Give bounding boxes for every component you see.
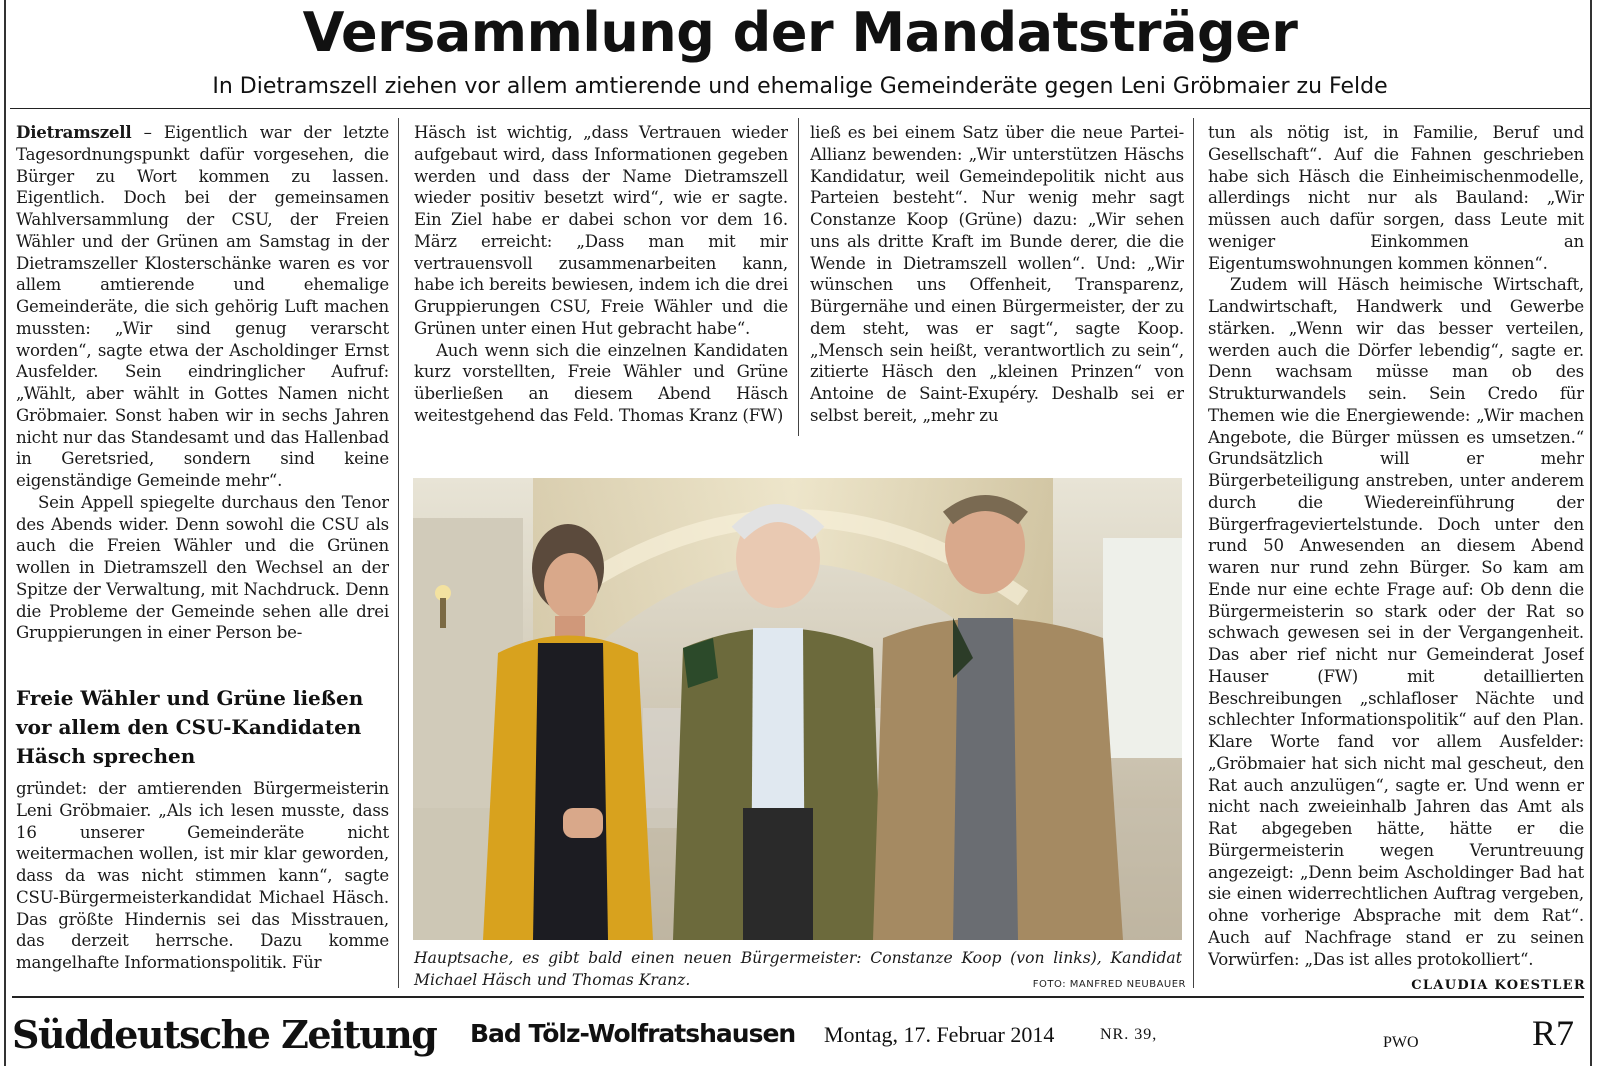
header-rule — [10, 108, 1590, 109]
newspaper-masthead: Süddeutsche Zeitung — [12, 1012, 437, 1057]
dateline: Dietramszell — [16, 122, 132, 142]
regional-edition: Bad Tölz-Wolfratshausen — [470, 1019, 796, 1048]
author-byline: CLAUDIA KOESTLER — [1411, 978, 1586, 993]
issue-date: Montag, 17. Februar 2014 — [824, 1022, 1055, 1047]
intertitle: Freie Wähler und Grüne ließen vor allem den CSU-Kandidaten Häsch sprechen — [16, 686, 364, 768]
photo-caption: Hauptsache, es gibt bald einen neuen Bürgermeister: Constanze Koop (von links), Kandidat Michael Häsch und Thomas Kranz. — [414, 949, 1182, 989]
column-divider — [398, 118, 399, 988]
article-column-2 — [414, 122, 788, 438]
issue-number: NR. 39, — [1100, 1026, 1158, 1043]
photo-credit: FOTO: MANFRED NEUBAUER — [1032, 979, 1186, 990]
paragraph: Häsch ist wichtig, „dass Vertrauen wieder aufgebaut wird, dass Informationen gegeben werden und dass der Name Dietramszell wieder positiv besetzt wird“, wie er sagte. Ein Ziel habe er dabei schon vor dem 16. März erreicht: „Dass man mit mir vertrauensvoll zusammenarbeiten kann, habe ich bereits bewiesen, indem ich die drei Gruppierungen CSU, Freie Wähler und die Grünen unter einen Hut gebracht habe“. — [414, 123, 788, 338]
paragraph: tun als nötig ist, in Familie, Beruf und Gesellschaft“. Auf die Fahnen geschrieben habe sich Häsch die Einheimischenmodelle, allerdings nicht nur als Bauland: „Wir müssen auch dafür sorgen, dass Leute mit weniger Einkommen an Eigentumswohnungen kommen können“. — [1208, 123, 1584, 273]
article-column-4 — [1208, 122, 1584, 982]
edition-code: PWO — [1383, 1034, 1419, 1051]
column-divider — [1193, 118, 1194, 988]
article-photo — [413, 478, 1182, 940]
article-column-3 — [810, 122, 1184, 438]
paragraph: gründet: der amtierenden Bürgermeisterin Leni Gröbmaier. „Als ich lesen musste, dass 16 unserer Gemeinderäte nicht weitermachen wollen, ist mir klar geworden, dass da was nicht stimmen kann“, sagte CSU-Bürgermeisterkandidat Michael Häsch. Das größte Hindernis sei das Misstrauen, das derzeit herrsche. Dazu komme mangelhafte Informationspolitik. Für — [16, 779, 389, 972]
paragraph: – Eigentlich war der letzte Tagesordnungspunkt dafür vorgesehen, die Bürger zu Wort kommen zu lassen. Eigentlich. Doch bei der gemeinsamen Wahlversammlung der CSU, der Freien Wähler und der Grünen am Samstag in der Dietramszeller Klosterschänke waren es vor allem amtierende und ehemalige Gemeinderäte, die sich gehörig Luft machen mussten: „Wir sind genug verarscht worden“, sagte etwa der Ascholdinger Ernst Ausfelder. Sein eindringlicher Aufruf: „Wählt, aber wählt in Gottes Namen nicht Gröbmaier. Sonst haben wir in sechs Jahren nicht nur das Standesamt und das Hallenbad in Geretsried, sondern sind keine eigenständige Gemeinde mehr“. — [16, 123, 389, 490]
page-number: R7 — [1532, 1013, 1575, 1053]
footer-rule — [12, 996, 1584, 998]
subheadline: In Dietramszell ziehen vor allem amtierende und ehemalige Gemeinderäte gegen Leni Gröbmaier zu Felde — [212, 74, 1388, 99]
headline: Versammlung der Mandatsträger — [302, 1, 1298, 64]
paragraph: ließ es bei einem Satz über die neue Partei-Allianz bewenden: „Wir unterstützen Häschs Kandidatur, weil Gemeindepolitik nicht aus Parteien besteht“. Nur wenig mehr sagt Constanze Koop (Grüne) dazu: „Wir sehen uns als dritte Kraft im Bunde derer, die die Wende in Dietramszell wollen“. Und: „Wir wünschen uns Offenheit, Transparenz, Bürgernähe und einen Bürgermeister, der zu dem steht, was er sagt“, sagte Koop. „Mensch sein heißt, verantwortlich zu sein“, zitierte Häsch den „kleinen Prinzen“ von Antoine de Saint-Exupéry. Deshalb sei er selbst bereit, „mehr zu — [810, 123, 1184, 425]
paragraph: Zudem will Häsch heimische Wirtschaft, Landwirtschaft, Handwerk und Gewerbe stärken. „Wenn wir das besser verteilen, werden auch die Dörfer lebendig“, sagte er. Denn wachsam müsse man ob des Strukturwandels sein. Sein Credo für Themen wie die Energiewende: „Wir machen Angebote, die Bürger müssen es umsetzen.“ Grundsätzlich will er mehr Bürgerbeteiligung anstreben, unter anderem durch die Wiedereinführung der Bürgerfrageviertelstunde. Doch unter den rund 50 Anwesenden an diesem Abend waren nur rund zehn Bürger. So kam am Ende nur eine echte Frage auf: Ob denn die Bürgermeisterin so stark oder der Rat so schwach gewesen sei in der Vergangenheit. Das aber rief nicht nur Gemeinderat Josef Hauser (FW) mit detaillierten Beschreibungen „schlafloser Nächte und schlechter Informationspolitik“ auf den Plan. Klare Worte fand vor allem Ausfelder: „Gröbmaier hat sich nicht mal gescheut, den Rat auch anzulügen“, sagte er. Und wenn er nicht nach zweieinhalb Jahren das Amt als Rat abgegeben hätte, hätte er die Bürgermeisterin wegen Veruntreuung angezeigt: „Denn beim Ascholdinger Bad hat sie einen widerrechtlichen Auftrag vergeben, ohne vorherige Absprache mit dem Rat“. Auch auf Nachfrage stand er zu seinen Vorwürfen: „Das ist alles protokolliert“. — [1208, 275, 1584, 969]
paragraph: Auch wenn sich die einzelnen Kandidaten kurz vorstellten, Freie Wähler und Grüne überließen an diesem Abend Häsch weitestgehend das Feld. Thomas Kranz (FW) — [414, 340, 788, 425]
article-column-1 — [16, 122, 389, 660]
article-column-1-continued — [16, 778, 389, 988]
paragraph: Sein Appell spiegelte durchaus den Tenor des Abends wider. Denn sowohl die CSU als auch die Freien Wähler und die Grünen wollen in Dietramszell den Wechsel an der Spitze der Verwaltung, mit Nachdruck. Denn die Probleme der Gemeinde sehen alle drei Gruppierungen in einer Person be- — [16, 492, 389, 643]
column-divider — [798, 118, 799, 436]
